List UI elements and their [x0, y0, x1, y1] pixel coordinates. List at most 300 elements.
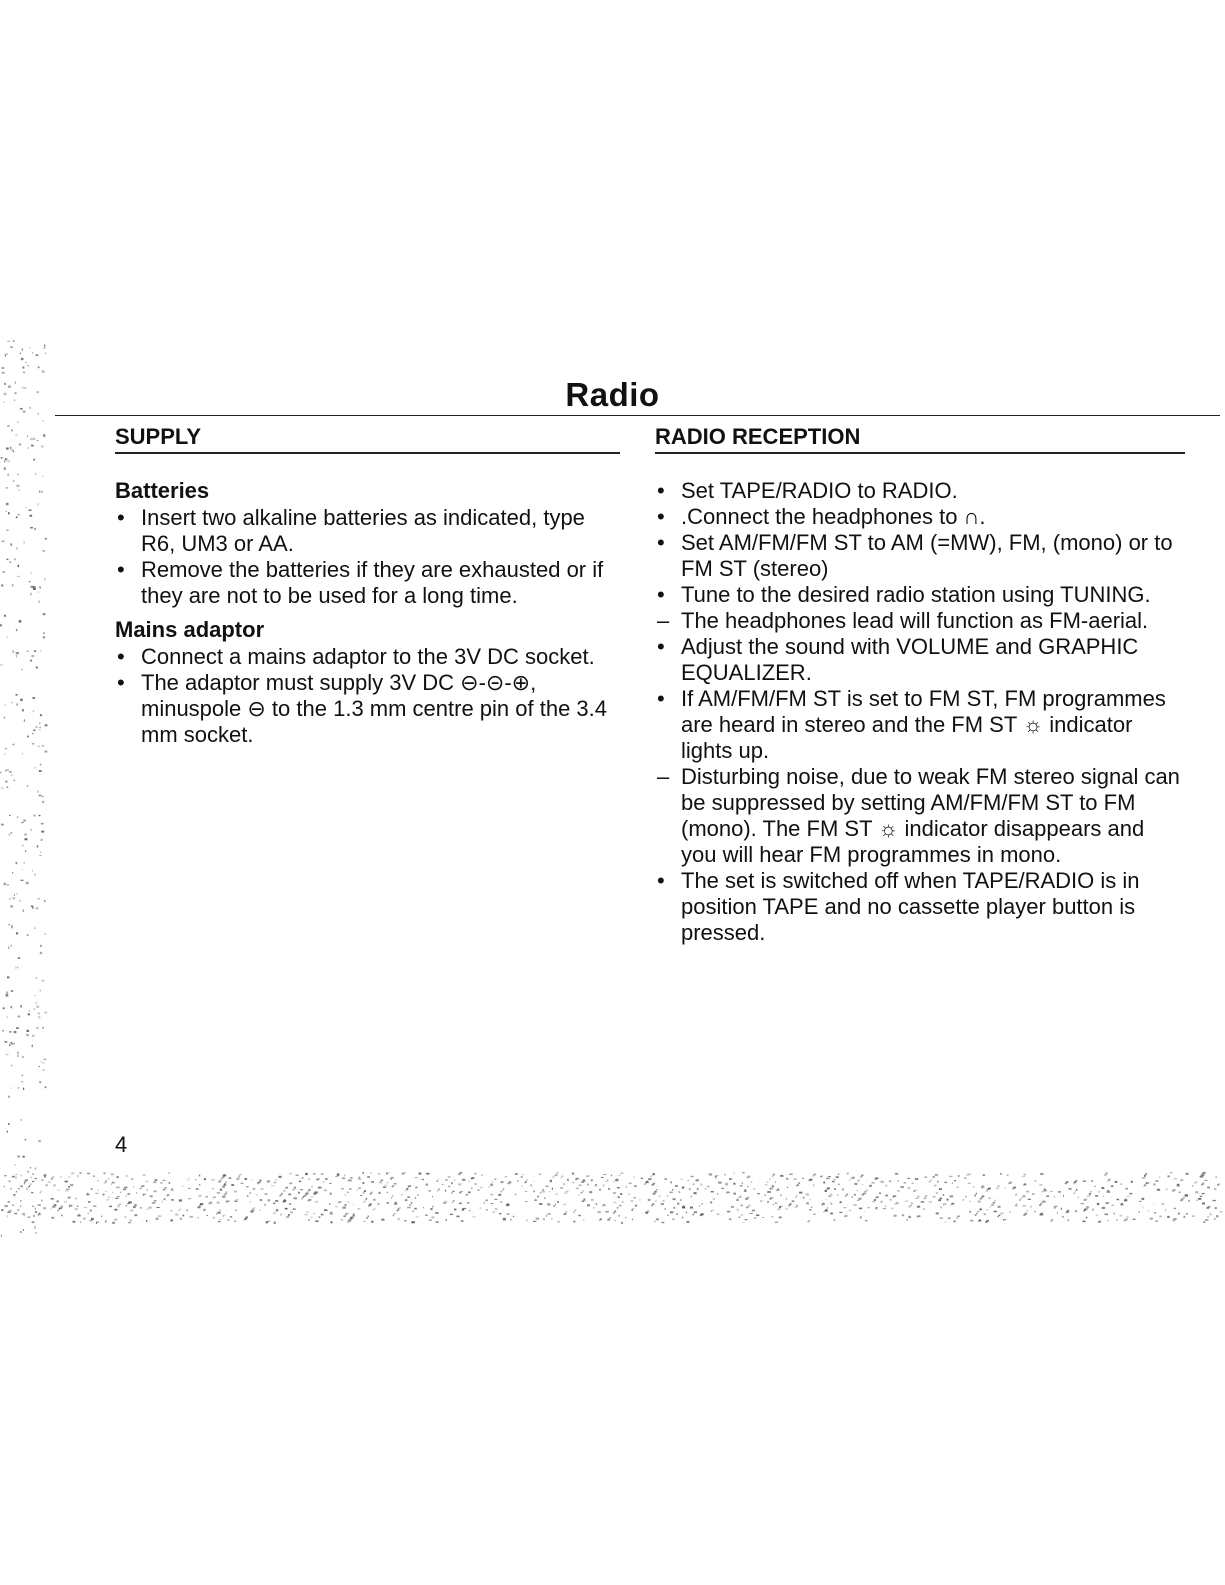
speckle-dot [40, 714, 42, 716]
speckle-dot [8, 1096, 10, 1098]
bullet-marker: • [117, 505, 125, 530]
speckle-dot [366, 1198, 367, 1200]
speckle-dot [1178, 1213, 1180, 1215]
speckle-dot [112, 1192, 113, 1194]
speckle-dot [745, 1198, 748, 1200]
speckle-dot [522, 1174, 523, 1175]
speckle-dot [656, 1218, 659, 1220]
speckle-dot [673, 1198, 676, 1200]
speckle-dot [923, 1208, 925, 1210]
speckle-dot [300, 1189, 303, 1190]
speckle-dot [977, 1211, 979, 1212]
speckle-dot [145, 1181, 148, 1183]
speckle-dot [39, 722, 40, 724]
speckle-dot [98, 1180, 99, 1182]
speckle-dot [0, 664, 2, 666]
speckle-dot [38, 503, 39, 505]
speckle-dot [543, 1219, 545, 1221]
speckle-dot [850, 1179, 852, 1180]
speckle-dot [845, 1195, 847, 1197]
speckle-dot [1095, 1186, 1096, 1187]
speckle-dot [1106, 1172, 1108, 1174]
speckle-dot [619, 1205, 622, 1207]
speckle-dot [34, 528, 36, 530]
speckle-dot [115, 1219, 118, 1221]
speckle-dot [405, 1199, 407, 1201]
speckle-dot [633, 1197, 636, 1199]
speckle-dot [1155, 1221, 1158, 1222]
speckle-dot [18, 514, 20, 515]
speckle-dot [43, 637, 45, 639]
speckle-dot [8, 1201, 11, 1202]
speckle-dot [628, 1194, 631, 1195]
speckle-dot [289, 1203, 291, 1205]
speckle-dot [1116, 1199, 1119, 1200]
speckle-dot [11, 945, 12, 947]
speckle-dot [107, 1178, 110, 1179]
speckle-dot [536, 1218, 539, 1220]
speckle-dot [166, 1195, 168, 1197]
speckle-dot [677, 1203, 679, 1205]
speckle-dot [32, 1181, 34, 1182]
speckle-dot [996, 1188, 999, 1189]
speckle-dot [442, 1184, 444, 1185]
speckle-dot [4, 615, 6, 617]
speckle-dot [1016, 1203, 1017, 1205]
speckle-dot [461, 1210, 462, 1211]
speckle-dot [1086, 1217, 1088, 1219]
speckle-dot [52, 1177, 54, 1179]
speckle-dot [42, 1027, 44, 1029]
speckle-dot [747, 1197, 750, 1199]
speckle-dot [578, 1215, 581, 1216]
speckle-dot [1177, 1185, 1180, 1187]
speckle-dot [453, 1200, 455, 1202]
speckle-dot [603, 1174, 606, 1175]
speckle-dot [308, 1219, 310, 1220]
speckle-dot [286, 1187, 288, 1189]
speckle-dot [169, 1182, 171, 1184]
speckle-dot [136, 1192, 137, 1194]
speckle-dot [360, 1195, 362, 1196]
speckle-dot [7, 636, 8, 638]
speckle-dot [5, 1041, 8, 1043]
speckle-dot [8, 947, 10, 949]
speckle-dot [154, 1191, 157, 1193]
speckle-dot [814, 1214, 816, 1215]
speckle-dot [861, 1175, 863, 1177]
speckle-dot [1046, 1196, 1049, 1197]
speckle-dot [825, 1209, 827, 1210]
speckle-dot [35, 473, 36, 475]
speckle-dot [1040, 1173, 1043, 1175]
speckle-dot [838, 1174, 839, 1176]
speckle-dot [988, 1197, 991, 1199]
speckle-dot [462, 1179, 465, 1181]
speckle-dot [1180, 1200, 1182, 1202]
speckle-dot [733, 1183, 736, 1185]
speckle-dot [539, 1174, 542, 1175]
speckle-dot [656, 1189, 658, 1190]
speckle-dot [933, 1196, 936, 1197]
speckle-dot [845, 1215, 848, 1217]
mains-adaptor-list [115, 644, 620, 748]
speckle-dot [1106, 1202, 1110, 1204]
speckle-dot [219, 1179, 222, 1180]
speckle-dot [1155, 1181, 1158, 1182]
speckle-dot [164, 1187, 167, 1188]
speckle-dot [446, 1219, 448, 1221]
speckle-dot [44, 347, 46, 349]
speckle-dot [767, 1182, 769, 1183]
speckle-dot [907, 1178, 910, 1179]
speckle-dot [41, 1190, 43, 1191]
speckle-dot [694, 1192, 697, 1194]
speckle-dot [780, 1175, 783, 1177]
speckle-dot [276, 1209, 278, 1211]
speckle-dot [317, 1179, 318, 1180]
batteries-list [115, 505, 620, 609]
speckle-dot [634, 1185, 636, 1187]
speckle-dot [226, 1181, 227, 1183]
speckle-dot [572, 1173, 574, 1175]
speckle-dot [38, 591, 39, 593]
speckle-dot [44, 1176, 46, 1178]
speckle-dot [854, 1194, 856, 1196]
speckle-dot [9, 1031, 11, 1033]
speckle-dot [754, 1217, 757, 1218]
speckle-dot [876, 1196, 879, 1198]
speckle-dot [281, 1213, 282, 1215]
speckle-dot [1209, 1214, 1212, 1215]
speckle-dot [30, 1184, 32, 1185]
speckle-dot [579, 1185, 582, 1186]
speckle-dot [1084, 1199, 1086, 1200]
speckle-dot [1063, 1195, 1064, 1197]
speckle-dot [943, 1203, 947, 1205]
speckle-dot [290, 1211, 293, 1213]
speckle-dot [944, 1182, 947, 1183]
speckle-dot [576, 1188, 579, 1189]
speckle-dot [1192, 1185, 1193, 1187]
speckle-dot [234, 1191, 237, 1193]
speckle-dot [765, 1184, 768, 1185]
speckle-dot [745, 1189, 746, 1190]
speckle-dot [8, 1123, 10, 1125]
speckle-dot [68, 1186, 70, 1188]
speckle-dot [16, 1027, 19, 1029]
speckle-dot [857, 1200, 859, 1201]
speckle-dot [1102, 1207, 1105, 1209]
speckle-dot [32, 1035, 35, 1037]
speckle-dot [403, 1172, 406, 1174]
speckle-dot [667, 1195, 668, 1197]
speckle-dot [857, 1190, 858, 1191]
speckle-dot [1196, 1200, 1198, 1201]
speckle-dot [943, 1194, 945, 1196]
speckle-dot [1068, 1219, 1069, 1221]
speckle-dot [564, 1183, 565, 1185]
list-item-text: Set AM/FM/FM ST to AM (=MW), FM, (mono) or to FM ST (stereo) [681, 530, 1173, 581]
speckle-dot [689, 1188, 691, 1190]
speckle-dot [171, 1199, 174, 1201]
bullet-marker: • [657, 504, 665, 529]
speckle-dot [929, 1201, 932, 1203]
bullet-marker: • [657, 478, 665, 503]
speckle-dot [143, 1174, 146, 1176]
speckle-dot [224, 1184, 226, 1186]
speckle-dot [123, 1188, 126, 1190]
speckle-dot [30, 593, 31, 596]
speckle-dot [43, 550, 46, 551]
speckle-dot [786, 1208, 788, 1209]
speckle-dot [924, 1197, 925, 1199]
speckle-dot [310, 1217, 312, 1219]
speckle-dot [404, 1190, 407, 1191]
speckle-dot [124, 1187, 127, 1189]
list-item [655, 868, 1185, 946]
speckle-dot [525, 1181, 527, 1183]
speckle-dot [65, 1190, 68, 1191]
speckle-dot [1042, 1191, 1043, 1192]
speckle-dot [218, 1221, 221, 1223]
speckle-dot [968, 1183, 971, 1184]
list-item [115, 557, 620, 609]
speckle-dot [915, 1198, 918, 1199]
speckle-dot [10, 543, 12, 545]
speckle-dot [22, 348, 23, 350]
speckle-dot [11, 429, 12, 431]
speckle-dot [149, 1207, 152, 1209]
speckle-dot [459, 1172, 462, 1173]
speckle-dot [20, 699, 23, 702]
speckle-dot [1, 787, 3, 789]
speckle-dot [101, 1216, 102, 1218]
speckle-dot [292, 1189, 295, 1190]
speckle-dot [598, 1211, 601, 1213]
speckle-dot [112, 1182, 113, 1183]
speckle-dot [1203, 1202, 1205, 1204]
speckle-dot [491, 1203, 493, 1204]
speckle-dot [250, 1201, 251, 1202]
speckle-dot [230, 1216, 232, 1217]
speckle-dot [378, 1173, 380, 1175]
speckle-dot [762, 1217, 764, 1218]
speckle-dot [1172, 1220, 1175, 1222]
speckle-dot [5, 781, 7, 783]
speckle-dot [443, 1202, 446, 1203]
speckle-dot [515, 1173, 518, 1175]
speckle-dot [16, 862, 18, 864]
speckle-dot [314, 1191, 317, 1193]
speckle-dot [790, 1203, 791, 1205]
speckle-dot [445, 1190, 446, 1191]
speckle-dot [742, 1172, 745, 1173]
speckle-dot [670, 1211, 671, 1213]
speckle-dot [553, 1177, 554, 1178]
speckle-dot [767, 1191, 771, 1193]
speckle-dot [24, 834, 27, 836]
speckle-dot [91, 1218, 94, 1220]
speckle-dot [13, 451, 14, 452]
speckle-dot [9, 815, 11, 816]
speckle-dot [744, 1190, 747, 1192]
speckle-dot [422, 1179, 424, 1180]
speckle-dot [1159, 1216, 1161, 1218]
speckle-dot [557, 1221, 560, 1223]
speckle-dot [18, 565, 20, 567]
speckle-dot [454, 1179, 456, 1181]
speckle-dot [45, 751, 48, 753]
speckle-dot [1107, 1220, 1108, 1221]
speckle-dot [131, 1178, 133, 1180]
speckle-dot [908, 1206, 910, 1207]
speckle-dot [895, 1173, 898, 1175]
speckle-dot [91, 1188, 93, 1189]
speckle-dot [647, 1210, 650, 1212]
speckle-dot [321, 1214, 324, 1216]
speckle-dot [7, 460, 10, 462]
speckle-dot [809, 1220, 811, 1222]
speckle-dot [1116, 1219, 1118, 1221]
speckle-dot [374, 1208, 375, 1210]
speckle-dot [362, 1172, 364, 1174]
speckle-dot [220, 1219, 222, 1220]
speckle-dot [774, 1202, 777, 1204]
speckle-dot [279, 1195, 282, 1196]
speckle-dot [1009, 1212, 1010, 1213]
speckle-dot [584, 1198, 586, 1200]
speckle-dot [773, 1204, 774, 1205]
speckle-dot [581, 1192, 583, 1194]
speckle-dot [1214, 1188, 1216, 1190]
speckle-dot [451, 1182, 452, 1184]
speckle-dot [1161, 1203, 1164, 1204]
speckle-dot [780, 1206, 783, 1207]
speckle-dot [3, 571, 5, 573]
speckle-dot [1192, 1215, 1195, 1217]
list-item-text: Set TAPE/RADIO to RADIO. [681, 478, 958, 503]
speckle-dot [373, 1209, 374, 1210]
speckle-dot [16, 893, 17, 895]
speckle-dot [823, 1182, 825, 1184]
speckle-dot [16, 629, 17, 631]
speckle-dot [103, 1193, 105, 1195]
speckle-dot [595, 1184, 597, 1185]
speckle-dot [5, 704, 6, 706]
speckle-dot [14, 894, 15, 896]
speckle-dot [33, 588, 36, 590]
speckle-dot [646, 1181, 648, 1182]
speckle-dot [781, 1195, 782, 1197]
speckle-dot [729, 1218, 732, 1220]
speckle-dot [1020, 1198, 1022, 1200]
speckle-dot [199, 1184, 200, 1186]
speckle-dot [587, 1204, 590, 1206]
speckle-dot [22, 869, 23, 870]
speckle-dot [30, 572, 32, 573]
speckle-dot [851, 1177, 854, 1179]
list-item-text: Disturbing noise, due to weak FM stereo signal can be suppressed by setting AM/FM/FM ST to FM (mono). The FM ST ☼ indicator disappears and you will hear FM programmes in mono. [681, 764, 1180, 867]
speckle-dot [1034, 1211, 1036, 1213]
speckle-dot [48, 1182, 51, 1183]
speckle-dot [271, 1185, 274, 1186]
speckle-dot [893, 1195, 896, 1197]
speckle-dot [1089, 1193, 1091, 1195]
speckle-dot [108, 1197, 110, 1198]
speckle-dot [488, 1186, 490, 1187]
speckle-dot [117, 1196, 120, 1197]
speckle-dot [347, 1192, 350, 1194]
speckle-dot [223, 1175, 227, 1176]
speckle-dot [183, 1215, 185, 1217]
speckle-dot [1167, 1216, 1169, 1218]
speckle-dot [857, 1180, 860, 1182]
speckle-dot [600, 1218, 602, 1220]
speckle-dot [229, 1178, 232, 1179]
speckle-dot [346, 1213, 349, 1214]
speckle-dot [945, 1222, 947, 1223]
speckle-dot [745, 1219, 748, 1220]
speckle-dot [756, 1214, 759, 1215]
bullet-marker: • [657, 582, 665, 607]
speckle-dot [1062, 1216, 1064, 1217]
speckle-dot [161, 1201, 162, 1203]
speckle-dot [41, 796, 44, 797]
speckle-dot [28, 1013, 30, 1015]
speckle-dot [786, 1178, 788, 1180]
speckle-dot [727, 1211, 730, 1212]
speckle-dot [36, 907, 39, 909]
speckle-dot [1099, 1221, 1102, 1223]
speckle-dot [1198, 1198, 1201, 1200]
speckle-dot [50, 1178, 53, 1180]
speckle-dot [831, 1203, 833, 1205]
speckle-dot [36, 1027, 39, 1029]
speckle-dot [609, 1217, 611, 1218]
speckle-dot [325, 1178, 327, 1180]
speckle-dot [377, 1203, 379, 1204]
speckle-dot [407, 1207, 410, 1209]
scan-noise-left [0, 340, 60, 1240]
speckle-dot [363, 1192, 365, 1194]
speckle-dot [563, 1204, 566, 1206]
speckle-dot [1154, 1212, 1156, 1213]
speckle-dot [969, 1201, 970, 1202]
speckle-dot [42, 420, 44, 421]
speckle-dot [448, 1177, 451, 1178]
speckle-dot [749, 1213, 752, 1214]
speckle-dot [777, 1189, 780, 1191]
speckle-dot [281, 1193, 283, 1195]
speckle-dot [1108, 1179, 1111, 1181]
speckle-dot [30, 660, 32, 662]
speckle-dot [902, 1214, 904, 1216]
speckle-dot [1104, 1174, 1107, 1175]
speckle-dot [44, 1059, 47, 1060]
speckle-dot [693, 1183, 695, 1185]
speckle-dot [80, 1221, 81, 1222]
speckle-dot [1085, 1208, 1089, 1210]
speckle-dot [179, 1210, 181, 1211]
speckle-dot [240, 1174, 242, 1175]
speckle-dot [298, 1192, 300, 1194]
speckle-dot [691, 1176, 694, 1177]
speckle-dot [61, 1215, 62, 1216]
speckle-dot [330, 1222, 332, 1223]
speckle-dot [1215, 1207, 1217, 1209]
speckle-dot [897, 1190, 899, 1192]
